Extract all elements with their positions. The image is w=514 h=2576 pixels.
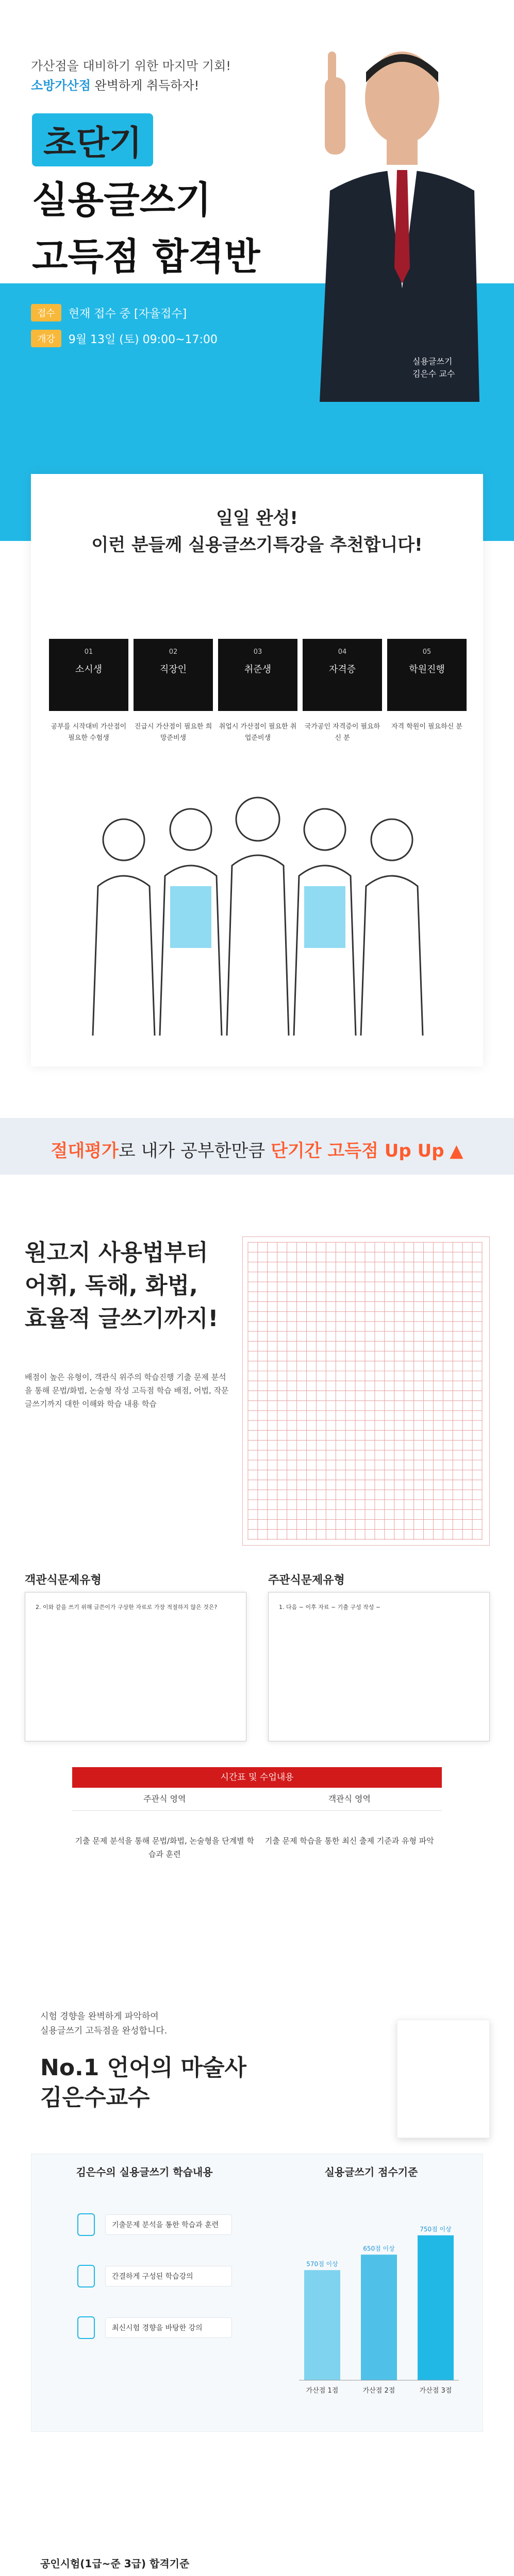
score-category-label: 가산점 3점 [419,2387,452,2395]
up-arrow-icon: ▲ [450,1141,463,1161]
recommend-title: 일일 완성! 이런 분들께 실용글쓰기특강을 추천합니다! [91,508,423,555]
recommend-card: 03 취준생 [218,639,297,711]
tablet-icon [77,2265,95,2287]
schedule-section [0,1752,514,1994]
score-bar-chart [289,2190,464,2406]
col-objective: 객관식 영역 [328,1794,371,1804]
instructor-photo [309,21,479,402]
recommend-card: 01 소시생 [49,639,128,711]
tablet-icon [77,2213,95,2236]
score-bar-label: 750점 이상 [420,2225,452,2233]
hero-subtitle-1: 가산점을 대비하기 위한 마지막 기회! [31,59,231,73]
credit-subject: 실용글쓰기 [412,357,453,366]
students-illustration [77,783,438,1036]
manuscript-section [0,1216,514,1752]
open-tag: 개강 [31,330,61,347]
score-category-label: 가산점 1점 [306,2387,339,2395]
manuscript-heading: 원고지 사용법부터 어휘, 독해, 화법, 효율적 글쓰기까지! [25,1240,219,1332]
score-category-label: 가산점 2점 [362,2387,395,2395]
teacher-intro: 시험 경향을 완벽하게 파악하여 실용글쓰기 고득점을 완성합니다. [40,2011,168,2036]
subjective-sample: 1. 다음 ~ 이후 자료 ~ 기출 구성 작성 ~ [268,1592,490,1741]
objective-sample: 2. 이와 같을 쓰기 위해 글쓴이가 구상한 자료로 가장 적절하지 않은 것은? [25,1592,246,1741]
hero-title-badge: 초단기 [32,113,153,166]
hero-section [0,0,514,402]
objective-content: 기출 문제 학습을 통한 최신 출제 기준과 유형 파악 [264,1836,434,1845]
apply-value: 현재 접수 중 [자율접수] [68,307,187,320]
feature-item: 간결하게 구성된 학습강의 [77,2262,232,2291]
instructor-credit [412,355,455,380]
open-value: 9월 13일 (토) 09:00~17:00 [68,333,218,346]
tablet-icon [77,2316,95,2339]
schedule-columns [72,1788,442,1811]
slogan-section [0,1087,514,1216]
card-desc: 취업시 가산점이 필요한 취업준비생 [219,723,297,742]
hero-title-line2: 실용글쓰기 [32,178,211,222]
subjective-content: 기출 문제 분석을 통해 문법/화법, 논술형을 단계별 학습과 훈련 [75,1836,254,1859]
card-desc: 공부를 시작대비 가산점이 필요한 수험생 [51,723,127,742]
apply-tag: 접수 [31,304,61,321]
score-bar [304,2270,340,2380]
textbook-cover [397,2020,490,2138]
schedule-rows [72,1819,442,1861]
recommend-cards [49,639,467,711]
recommend-descs [49,721,467,744]
feature-item: 최신시험 경향을 바탕한 강의 [77,2313,232,2342]
score-bar [361,2255,397,2380]
manuscript-paper-image [242,1236,490,1546]
recommend-card: 02 직장인 [134,639,213,711]
teacher-name: No.1 언어의 마술사 김은수교수 [40,2055,247,2111]
card-desc: 진급시 가산점이 필요한 희망준비생 [134,723,212,742]
hero-apply-row [31,304,187,321]
teacher-section [0,1994,514,2540]
slogan-text: 절대평가로 내가 공부한만큼 단기간 고득점 Up Up ▲ [51,1141,463,1161]
credit-name: 김은수 교수 [412,369,455,379]
objective-type-title: 객관식문제유형 [25,1574,102,1587]
col-subjective: 주관식 영역 [143,1794,186,1804]
recommend-card: 05 학원진행 [387,639,467,711]
schedule-header: 시간표 및 수업내용 [72,1767,442,1788]
feature-item: 기출문제 분석을 통한 학습과 훈련 [77,2210,232,2239]
card-desc: 국가공인 자격증이 필요하신 분 [304,723,380,742]
score-bar-label: 570점 이상 [306,2260,338,2268]
score-bar-label: 650점 이상 [363,2245,395,2252]
subjective-type-title: 주관식문제유형 [268,1574,345,1587]
score-bar [418,2235,454,2380]
score-criteria-title: 실용글쓰기 점수기준 [324,2166,418,2178]
manuscript-paragraph: 배점이 높은 유형이, 객관식 위주의 학습진행 기출 문제 분석을 통해 문법/화법, 논술형 작성 고득점 학습 배점, 어법, 작문 글쓰기까지 대한 이해와 학습 내용 학습 [25,1372,229,1409]
learning-content-title: 김은수의 실용글쓰기 학습내용 [76,2166,213,2178]
hero-subtitle-2: 소방가산점 완벽하게 취득하자! [31,78,200,93]
recommend-section [0,402,514,1087]
hero-title-line3: 고득점 합격반 [32,235,260,278]
card-desc: 자격 학원이 필요하신 분 [391,723,462,731]
recommend-card: 04 자격증 [303,639,382,711]
exam-table1-title: 공인시험(1급~준 3급) 합격기준 [40,2557,190,2570]
exam-info-section [0,2540,514,2576]
hero-open-row [31,330,218,347]
